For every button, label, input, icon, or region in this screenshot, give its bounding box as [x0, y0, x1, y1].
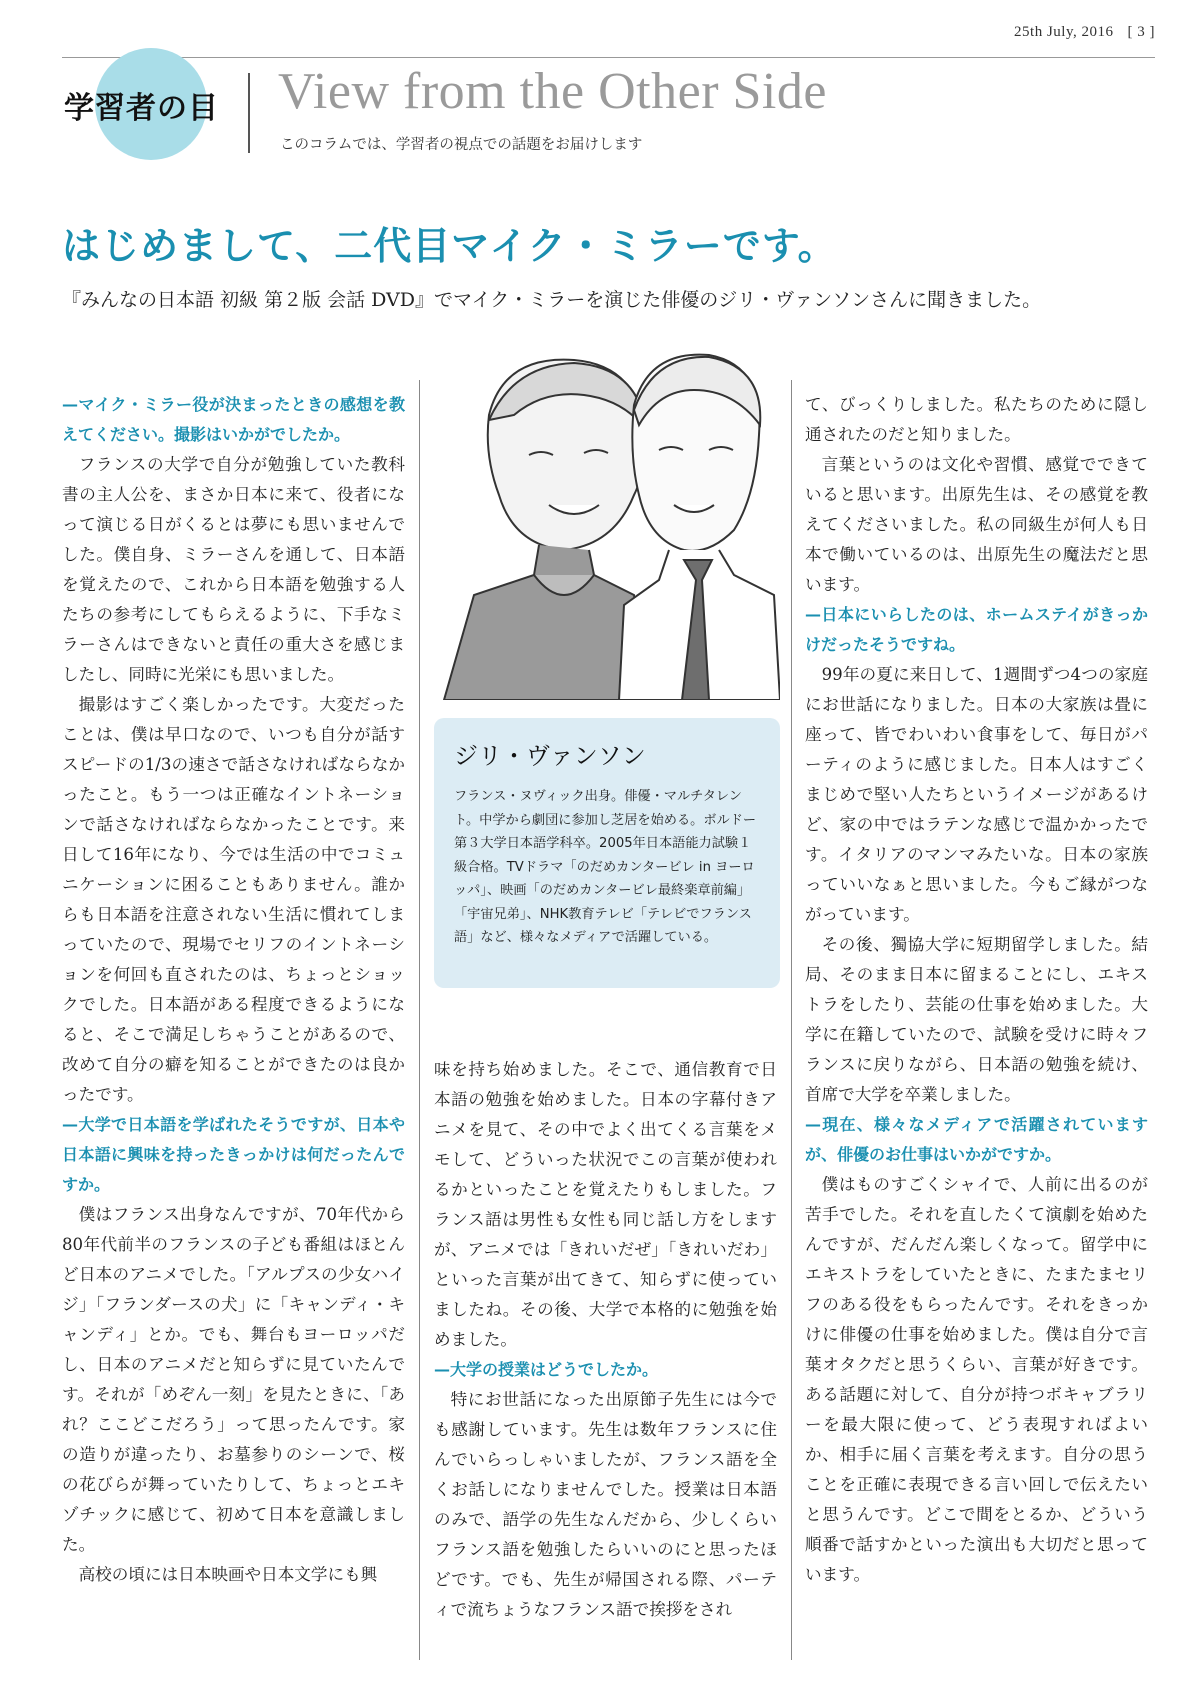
- issue-date: 25th July, 2016: [1014, 24, 1114, 40]
- paragraph: その後、獨協大学に短期留学しました。結局、そのまま日本に留まることにし、エキストラをしたり、芸能の仕事を始めました。大学に在籍していたので、試験を受けに時々フランスに戻りながら、日本語の勉強を続け、首席で大学を卒業しました。: [805, 935, 1148, 1104]
- paragraph: 高校の頃には日本映画や日本文学にも興: [78, 1565, 378, 1584]
- interview-question: —マイク・ミラー役が決まったときの感想を教えてください。撮影はいかがでしたか。: [62, 395, 405, 444]
- column-title: View from the Other Side: [278, 63, 827, 120]
- paragraph: 僕はものすごくシャイで、人前に出るのが苦手でした。それを直したくて演劇を始めたんですが、だんだん楽しくなって。留学中にエキストラをしていたときに、たまたまセリフのある役をもらったんです。それをきっかけに俳優の仕事を始めました。僕は自分で言葉オタクだと思うくらい、言葉が好きです。ある話題に対して、自分が持つボキャブラリーを最大限に使って、どう表現すればよいか、相手に届く言葉を考えます。自分の思うことを正確に表現できる言い回しで伝えたいと思うんです。どこで間をとるか、どういう順番で話すかといった演出も大切だと思っています。: [805, 1175, 1148, 1584]
- actors-illustration: [434, 345, 780, 700]
- profile-bio: フランス・ヌヴィック出身。俳優・マルチタレント。中学から劇団に参加し芝居を始める。ボルドー第３大学日本語学科卒。2005年日本語能力試験１級合格。TVドラマ「のだめカンタービレ in ヨーロッパ」、映画「のだめカンタービレ最終楽章前編」「宇宙兄弟」、NHK教育テレビ「テレビでフランス語」など、様々なメディアで活躍している。: [454, 789, 757, 945]
- paragraph: 僕はフランス出身なんですが、70年代から80年代前半のフランスの子ども番組はほとんど日本のアニメでした。「アルプスの少女ハイジ」「フランダースの犬」に「キャンディ・キャンディ」とか。でも、舞台もヨーロッパだし、日本のアニメだと知らずに見ていたんです。それが「めぞん一刻」を見たときに、「あれ？ここどこだろう」って思ったんです。家の造りが違ったり、お墓参りのシーンで、桜の花びらが舞っていたりして、ちょっとエキゾチックに感じて、初めて日本を意識しました。: [62, 1205, 405, 1554]
- interview-question: —日本にいらしたのは、ホームステイがきっかけだったそうですね。: [805, 605, 1148, 654]
- interview-question: —大学の授業はどうでしたか。: [434, 1360, 659, 1379]
- paragraph: 特にお世話になった出原節子先生には今でも感謝しています。先生は数年フランスに住んでいらっしゃいましたが、フランス語を全くお話しになりませんでした。授業は日本語のみで、語学の先生なんだから、少しくらいフランス語を勉強したらいいのにと思ったほどです。でも、先生が帰国される際、パーティで流ちょうなフランス語で挨拶をされ: [434, 1390, 777, 1619]
- interview-question: —大学で日本語を学ばれたそうですが、日本や日本語に興味を持ったきっかけは何だったんですか。: [62, 1115, 405, 1194]
- profile-name: ジリ・ヴァンソン: [454, 742, 646, 770]
- header-rule: [62, 57, 1155, 58]
- column-label: 学習者の目: [64, 91, 219, 126]
- title-divider: [248, 73, 250, 153]
- issue-date-line: [1014, 24, 1155, 41]
- article-headline: はじめまして、二代目マイク・ミラーです。: [62, 224, 837, 268]
- article-column-2: [434, 1055, 777, 1625]
- paragraph: 撮影はすごく楽しかったです。大変だったことは、僕は早口なので、いつも自分が話すスピードの1/3の速さで話さなければならなかったこと。もう一つは正確なイントネーションで話さなければならなかったことです。来日して16年になり、今では生活の中でコミュニケーションに困ることもありません。誰からも日本語を注意されない生活に慣れてしまっていたので、現場でセリフのイントネーションを何回も直されたのは、ちょっとショックでした。日本語がある程度できるようになると、そこで満足しちゃうことがあるので、改めて自分の癖を知ることができたのは良かったです。: [62, 695, 405, 1104]
- column-divider: [419, 380, 420, 1660]
- paragraph: 味を持ち始めました。そこで、通信教育で日本語の勉強を始めました。日本の字幕付きアニメを見て、その中でよく出てくる言葉をメモして、どういった状況でこの言葉が使われるかといったことを覚えたりもしました。フランス語は男性も女性も同じ話し方をしますが、アニメでは「きれいだぜ」「きれいだわ」といった言葉が出てきて、知らずに使っていましたね。その後、大学で本格的に勉強を始めました。: [434, 1060, 777, 1349]
- profile-box: [434, 718, 780, 988]
- paragraph: 言葉というのは文化や習慣、感覚でできていると思います。出原先生は、その感覚を教えてくださいました。私の同級生が何人も日本で働いているのは、出原先生の魔法だと思います。: [805, 455, 1148, 594]
- article-lead: 『みんなの日本語 初級 第２版 会話 DVD』でマイク・ミラーを演じた俳優のジリ・ヴァンソンさんに聞きました。: [62, 289, 1042, 311]
- interview-question: —現在、様々なメディアで活躍されていますが、俳優のお仕事はいかがですか。: [805, 1115, 1148, 1164]
- article-column-1: [62, 390, 405, 1590]
- paragraph: フランスの大学で自分が勉強していた教科書の主人公を、まさか日本に来て、役者になって演じる日がくるとは夢にも思いませんでした。僕自身、ミラーさんを通して、日本語を覚えたので、これから日本語を勉強する人たちの参考にしてもらえるように、下手なミラーさんはできないと責任の重大さを感じましたし、同時に光栄にも思いました。: [62, 455, 405, 684]
- page-number: [ 3 ]: [1127, 24, 1155, 40]
- article-column-3: [805, 390, 1148, 1590]
- paragraph: 99年の夏に来日して、1週間ずつ4つの家庭にお世話になりました。日本の大家族は畳に座って、皆でわいわい食事をして、毎日がパーティのように感じました。日本人はすごくまじめで堅い人たちというイメージがあるけど、家の中ではラテンな感じで温かかったです。イタリアのマンマみたいな。日本の家族っていいなぁと思いました。今もご縁がつながっています。: [805, 665, 1148, 924]
- column-description: このコラムでは、学習者の視点での話題をお届けします: [280, 137, 643, 153]
- paragraph: て、びっくりしました。私たちのために隠し通されたのだと知りました。: [805, 395, 1148, 444]
- column-divider: [791, 380, 792, 1660]
